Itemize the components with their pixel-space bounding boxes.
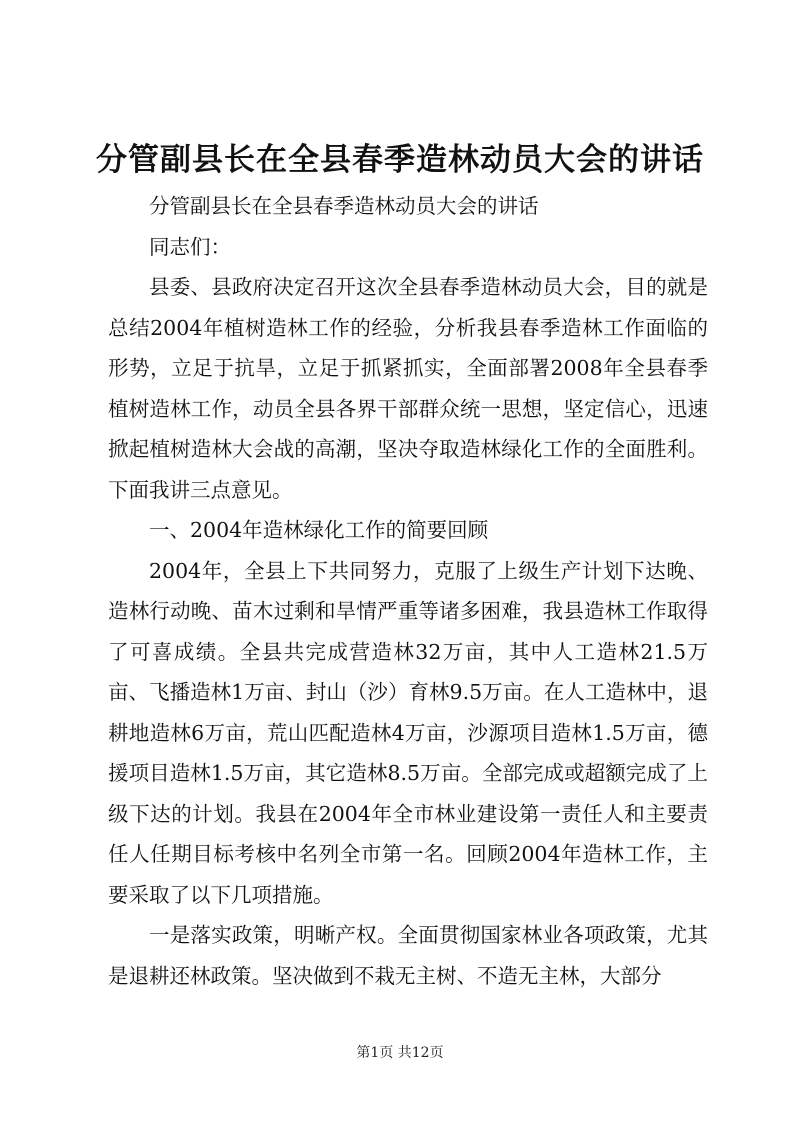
paragraph-subtitle: 分管副县长在全县春季造林动员大会的讲话 xyxy=(149,194,539,218)
document-body xyxy=(108,186,708,996)
document-title: 分管副县长在全县春季造林动员大会的讲话 xyxy=(96,142,704,178)
paragraph-intro: 县委、县政府决定召开这次全县春季造林动员大会，目的就是总结2004年植树造林工作的经验，分析我县春季造林工作面临的形势，立足于抗旱，立足于抓紧抓实，全面部署2008年全县春季植树造林工作，动员全县各界干部群众统一思想，坚定信心，迅速掀起植树造林大会战的高潮，坚决夺取造林绿化工作的全面胜利。下面我讲三点意见。 xyxy=(108,275,708,502)
section-heading-review: 一、2004年造林绿化工作的简要回顾 xyxy=(149,518,489,542)
paragraph-measure-one: 一是落实政策，明晰产权。全面贯彻国家林业各项政策，尤其是退耕还林政策。坚决做到不栽无主树、不造无主林，大部分 xyxy=(108,923,708,988)
paragraph-salutation: 同志们： xyxy=(149,234,231,259)
page-number-footer: 第1页 共12页 xyxy=(356,1045,444,1061)
paragraph-review: 2004年，全县上下共同努力，克服了上级生产计划下达晚、造林行动晚、苗木过剩和旱情严重等诸多困难，我县造林工作取得了可喜成绩。全县共完成营造林32万亩，其中人工造林21.5万亩、飞播造林1万亩、封山（沙）育林9.5万亩。在人工造林中，退耕地造林6万亩，荒山匹配造林4万亩，沙源项目造林1.5万亩，德援项目造林1.5万亩，其它造林8.5万亩。全部完成或超额完成了上级下达的计划。我县在2004年全市林业建设第一责任人和主要责任人任期目标考核中名列全市第一名。回顾2004年造林工作，主要采取了以下几项措施。 xyxy=(108,558,708,907)
